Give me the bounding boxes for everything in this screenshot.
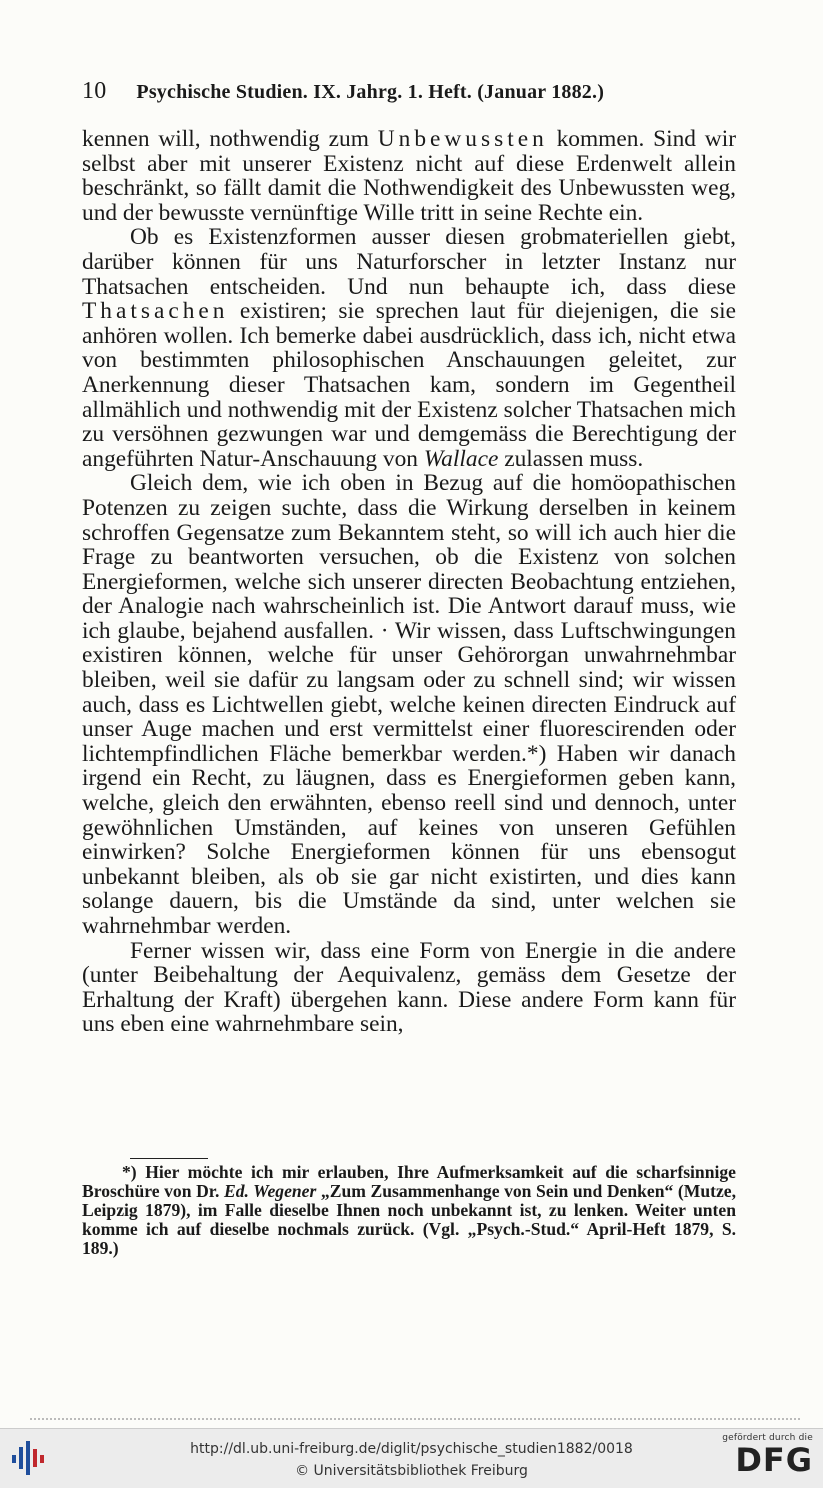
italic-text: Wallace xyxy=(423,445,499,472)
text-run: kennen will, nothwendig zum xyxy=(82,126,378,152)
page-number: 10 xyxy=(82,78,107,104)
viewer-footer xyxy=(0,1428,823,1488)
spaced-emphasis-text: Unbewussten xyxy=(377,126,548,152)
copyright-notice: © Universitätsbibliothek Freiburg xyxy=(295,1463,528,1479)
footnote xyxy=(82,1163,736,1258)
dfg-wordmark: DFG xyxy=(735,1441,813,1479)
running-title: Psychische Studien. IX. Jahrg. 1. Heft. (Januar 1882.) xyxy=(136,81,605,103)
text-run: Ob es Existenzformen ausser diesen grobmateriellen giebt, darüber können für uns Naturforscher in letzter Instanz nur Thatsachen entscheiden. Und nun behaupte ich, dass diese xyxy=(82,224,736,300)
paragraph xyxy=(82,471,736,938)
paragraph xyxy=(82,939,736,1037)
paragraph xyxy=(82,225,736,471)
document-url[interactable]: http://dl.ub.uni-freiburg.de/diglit/psychische_studien1882/0018 xyxy=(190,1441,633,1457)
text-run: „Zum Zusammenhange von Sein und Denken“ (Mutze, Leipzig 1879), im Falle dieselbe Ihnen noch unbekannt ist, zu lenken. Weiter unten komme ich auf dieselbe nochmals zurück. (Vgl. „Psych.-Stud.“ April-Heft 1879, S. 189.) xyxy=(82,1181,736,1258)
text-run: *) Hier möchte ich mir erlauben, Ihre Aufmerksamkeit auf die scharfsinnige Broschüre von Dr. xyxy=(82,1162,736,1201)
text-run: zulassen muss. xyxy=(498,445,644,472)
dfg-funding-label: gefördert durch die xyxy=(722,1433,813,1443)
text-run: existiren; sie sprechen laut für diejenigen, die sie anhören wollen. Ich bemerke dabei ausdrücklich, dass ich, nicht etwa von bestimmten philosophischen Anschauungen geleitet, zur Anerkennung dieser Thatsachen kam, sondern im Gegentheil allmählich und nothwendig mit der Existenz solcher Thatsachen mich zu versöhnen gezwungen war und demgemäss die Berechtigung der angeführten Natur-Anschauung von xyxy=(82,298,736,472)
text-run: Ferner wissen wir, dass eine Form von Energie in die andere (unter Beibehaltung der Aequivalenz, gemäss dem Gesetze der Erhaltung der Kraft) übergehen kann. Diese andere Form kann für uns eben eine wahrnehmbare sein, xyxy=(82,937,736,1038)
scan-edge-artifact xyxy=(30,1418,800,1426)
body-text xyxy=(82,127,736,1037)
text-run: Gleich dem, wie ich oben in Bezug auf die homöopathischen Potenzen zu zeigen suchte, dass die Wirkung derselben in keinem schroffen Gegensatze zum Bekanntem steht, so will ich auch hier die Frage zu beantworten versuchen, ob die Existenz von solchen Energieformen, welche sich unserer directen Beobachtung entziehen, der Analogie nach wahrscheinlich ist. Die Antwort darauf muss, wie ich glaube, bejahend ausfallen. · Wir wissen, dass Luftschwingungen existiren können, welche für unser Gehörorgan unwahrnehmbar bleiben, weil sie dafür zu langsam oder zu schnell sind; wir wissen auch, dass es Lichtwellen giebt, welche keinen directen Eindruck auf unser Auge machen und erst vermittelst einer fluorescirenden oder lichtempfindlichen Fläche bemerkbar werden.*) Haben wir danach irgend ein Recht, zu läugnen, dass es Energieformen geben kann, welche, gleich den erwähnten, ebenso reell sind und dennoch, unter gewöhnlichen Umständen, auf keines von unseren Gefühlen einwirken? Solche Energieformen können für uns ebensogut unbekannt bleiben, als ob sie gar nicht existirten, und dies kann solange dauern, bis die Umstände da sind, unter welchen sie wahrnehmbar werden. xyxy=(82,470,736,939)
footnote-divider xyxy=(130,1158,208,1159)
spaced-emphasis-text: Thatsachen xyxy=(82,298,229,325)
dfg-logo[interactable] xyxy=(721,1433,813,1483)
italic-text: Ed. Wegener xyxy=(223,1181,317,1201)
running-header xyxy=(82,78,738,105)
text-run: kommen. Sind wir selbst aber mit unserer Existenz nicht auf diese Erdenwelt allein beschränkt, so fällt damit die Nothwendigkeit des Unbewussten weg, und der bewusste vernünftige Wille tritt in seine Rechte ein. xyxy=(82,126,736,226)
paragraph xyxy=(82,127,736,225)
